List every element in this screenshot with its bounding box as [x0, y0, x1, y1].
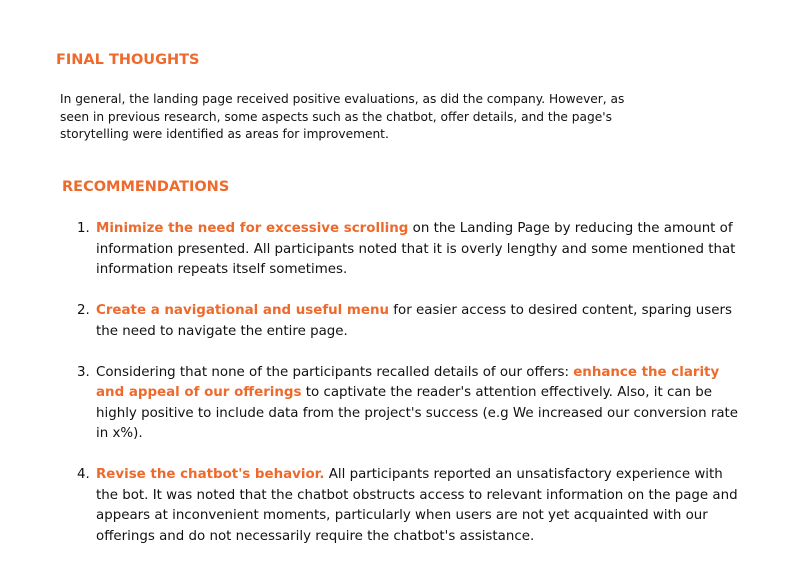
recommendation-highlight: Revise the chatbot's behavior. — [96, 467, 325, 482]
final-thoughts-heading: FINAL THOUGHTS — [56, 52, 200, 68]
recommendation-text: for easier access to desired content, sparing users the need to navigate the entire page. — [96, 303, 732, 339]
final-thoughts-body: In general, the landing page received positive evaluations, as did the company. However, as seen in previous research, some aspects such as the chatbot, offer details, and the page's storytelling were identified as areas for improvement. — [60, 92, 625, 141]
recommendation-item-1 — [77, 219, 746, 281]
recommendation-highlight: Minimize the need for excessive scrolling — [96, 221, 409, 236]
recommendation-item-3 — [77, 363, 746, 445]
list-number: 2. — [77, 303, 90, 318]
recommendation-text: to captivate the reader's attention effectively. Also, it can be highly positive to include data from the project's success (e.g We increased our conversion rate in x%). — [96, 385, 739, 441]
recommendation-text: on the Landing Page by reducing the amount of information presented. All participants noted that it is overly lengthy and some mentioned that information repeats itself sometimes. — [96, 221, 736, 277]
list-number: 4. — [77, 467, 90, 482]
recommendation-text: All participants reported an unsatisfactory experience with the bot. It was noted that the chatbot obstructs access to relevant information on the page and appears at inconvenient moments, particularly when users are not yet acquainted with our offerings and do not necessarily require the chatbot's assistance. — [96, 467, 738, 544]
recommendation-highlight: Create a navigational and useful menu — [96, 303, 390, 318]
list-number: 1. — [77, 221, 90, 236]
recommendation-highlight: enhance the clarity and appeal of our offerings — [96, 364, 720, 400]
recommendation-lead: Considering that none of the participants recalled details of our offers: — [96, 364, 574, 380]
recommendations-heading: RECOMMENDATIONS — [62, 179, 230, 195]
list-number: 3. — [77, 364, 90, 380]
recommendation-item-2 — [77, 301, 746, 342]
recommendation-item-4 — [77, 465, 746, 547]
recommendations-list — [77, 219, 746, 568]
